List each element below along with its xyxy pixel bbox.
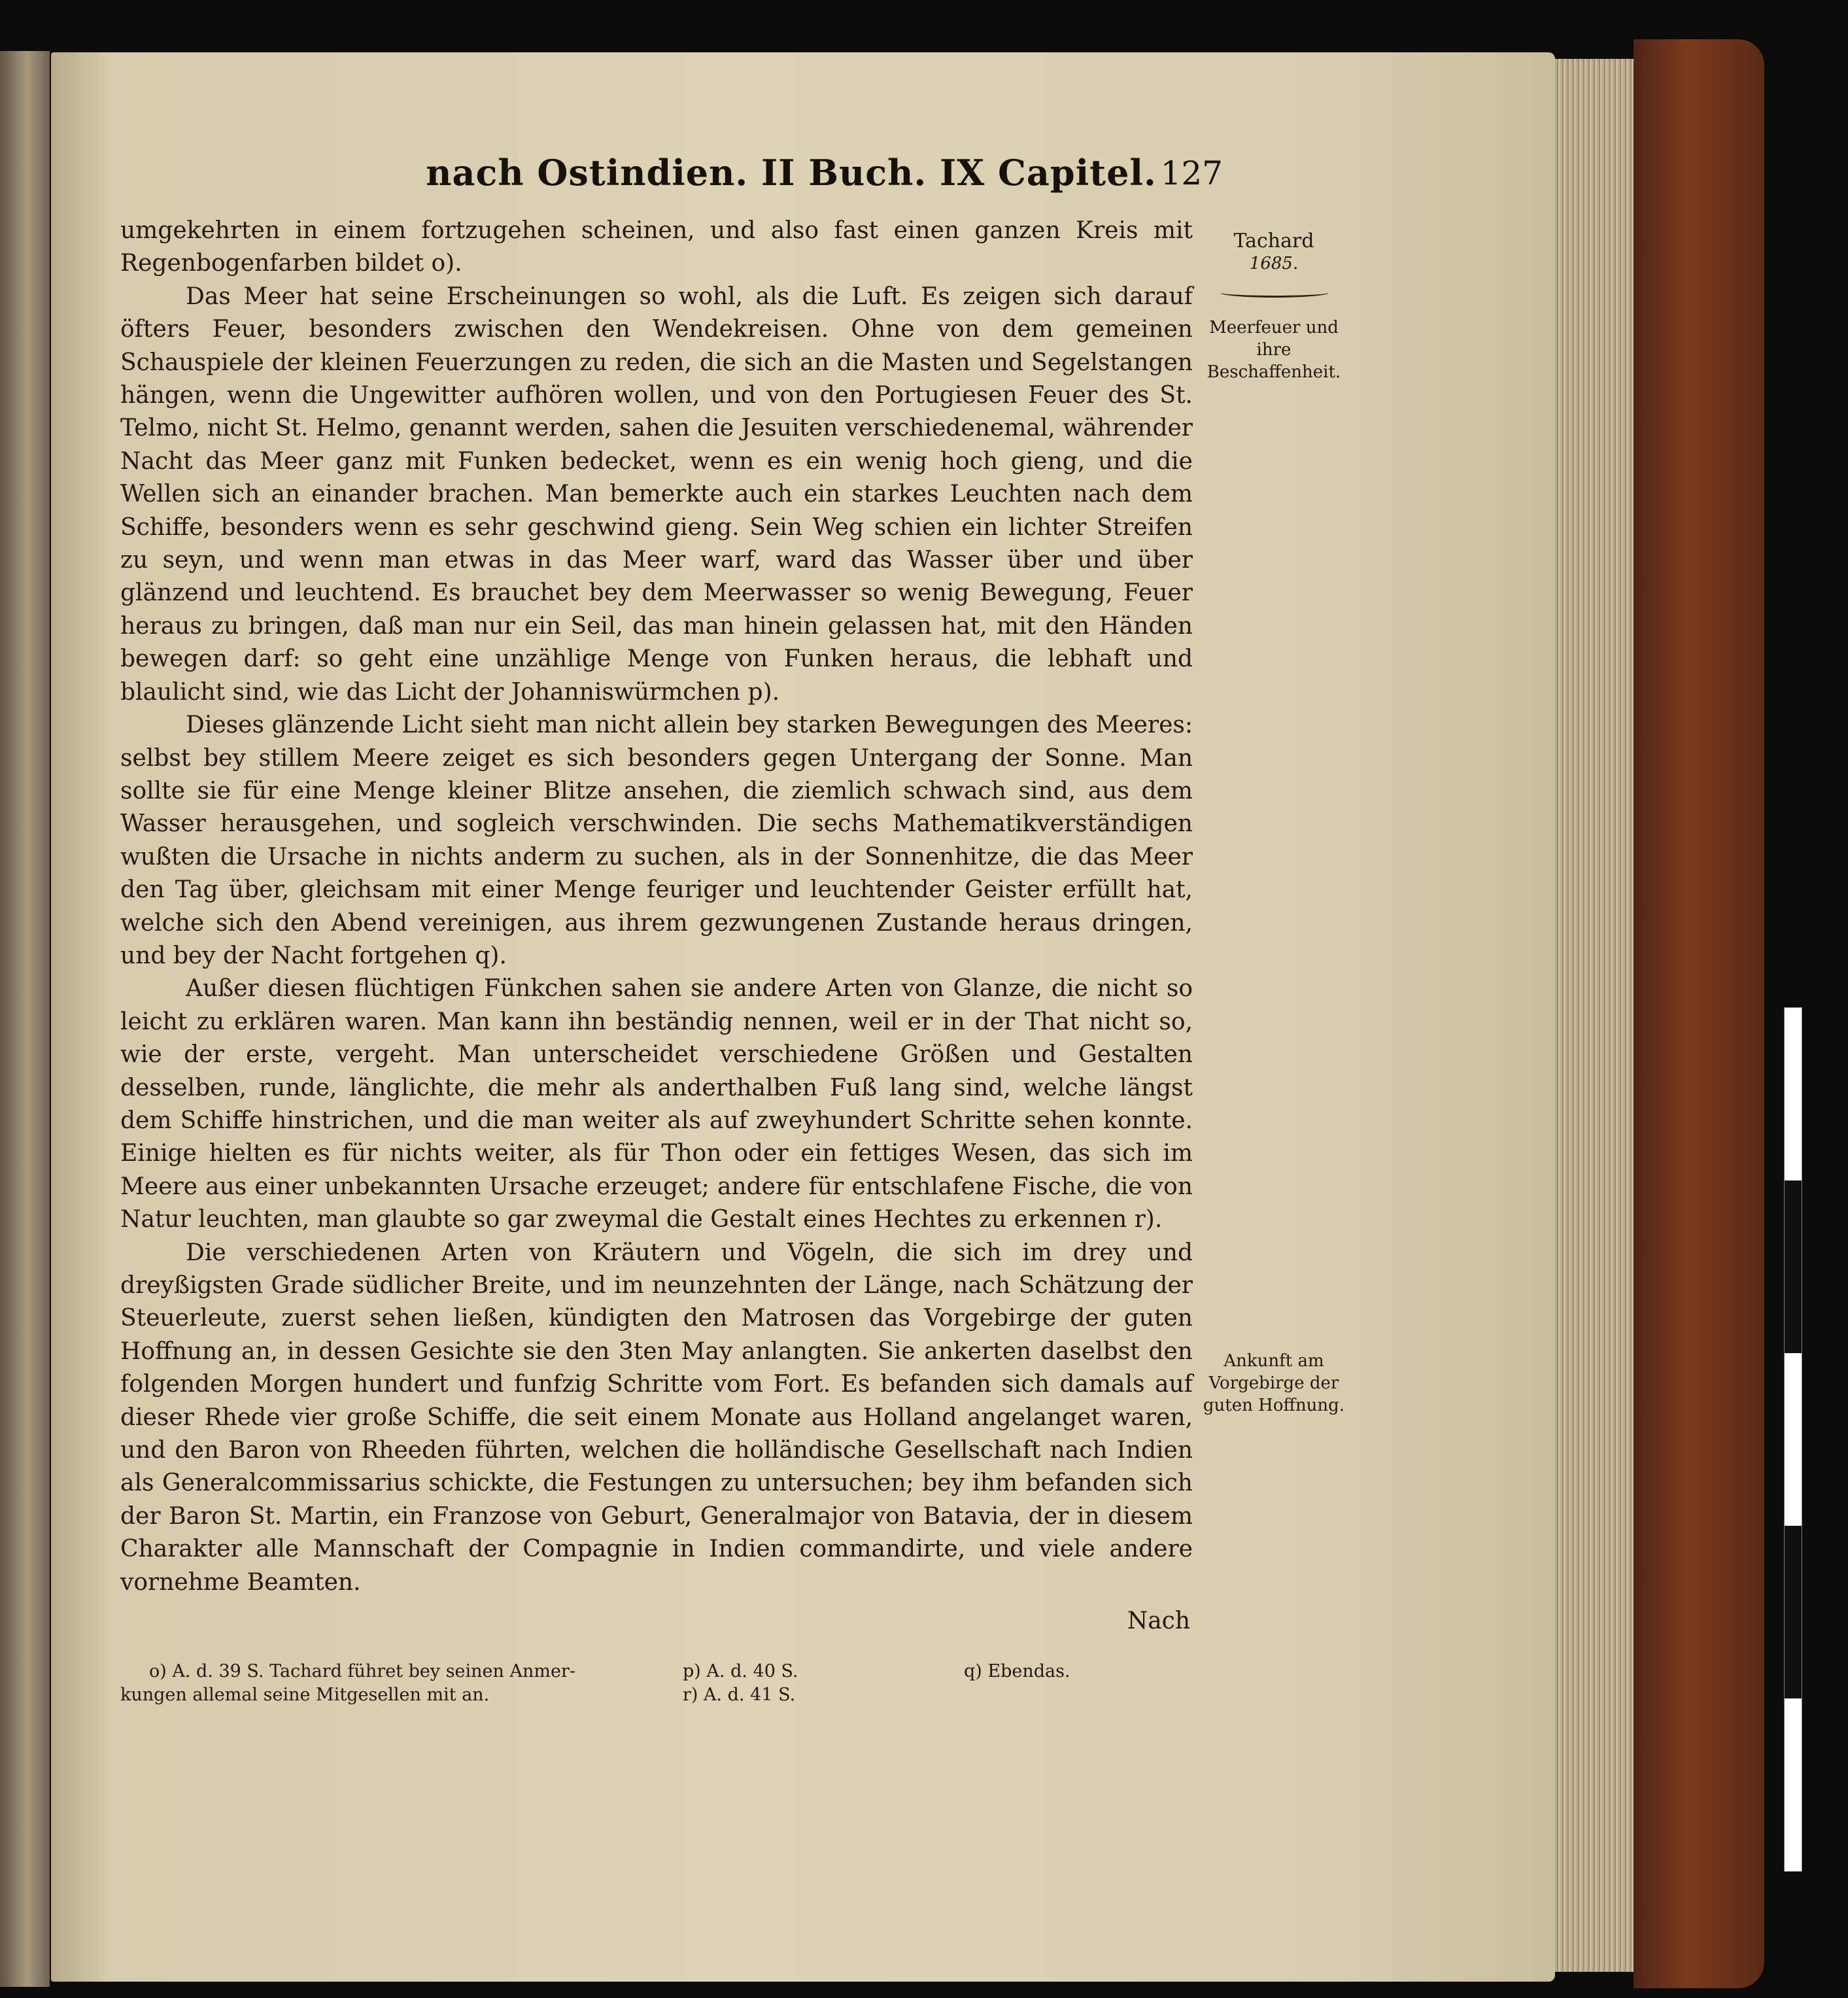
margin-tachard-year: 1685. bbox=[1249, 254, 1299, 273]
paragraph-5: Die verschiedenen Arten von Kräutern und Vögeln, die sich im drey und dreyßigsten Grade südlicher Breite, und im neunzehnten der Länge, nach Schätzung der Steuerleute, zuerst sehen ließen, kündigten den Matrosen das Vorgebirge der guten Hoffnung an, in dessen Gesichte sie den 3ten May anlangten. Sie ankerten daselbst den folgenden Morgen hundert und funfzig Schritte vom Fort. Es befanden sich damals auf dieser Rhede vier große Schiffe, die seit einem Monate aus Holland angelanget waren, und den Baron von Rheeden führten, welchen die holländische Gesellschaft nach Indien als Generalcommissarius schickte, die Festungen zu untersuchen; bey ihm befanden sich der Baron St. Martin, ein Franzose von Geburt, Generalmajor von Batavia, der in diesem Charakter alle Mannschaft der Compagnie in Indien commandirte, und viele andere vornehme Beamten. bbox=[120, 1239, 1193, 1596]
paragraph-4: Außer diesen flüchtigen Fünkchen sahen sie andere Arten von Glanze, die nicht so leicht zu erklären waren. Man kann ihn beständig nennen, weil er in der That nicht so, wie der erste, vergeht. Man unterscheidet verschiedene Größen und Gestalten desselben, runde, länglichte, die mehr als anderthalben Fuß lang sind, welche längst dem Schiffe hinstrichen, und die man weiter als auf zweyhundert Schritte sehen konnte. Einige hielten es für nichts weiter, als für Thon oder ein fettiges Wesen, das sich im Meere aus einer unbekannten Ursache erzeuget; andere für entschlafene Fische, die von Natur leuchten, man glaubte so gar zweymal die Gestalt eines Hechtes zu erkennen r). bbox=[120, 975, 1193, 1233]
page-fore-edge bbox=[1555, 59, 1634, 1972]
margin-note-ankunft: Ankunft am Vorgebirge der guten Hoffnung. bbox=[1203, 1351, 1345, 1415]
left-page-edge bbox=[0, 51, 50, 1987]
body-text bbox=[120, 215, 1193, 1599]
margin-tachard-name: Tachard bbox=[1233, 230, 1314, 252]
book-cover bbox=[1634, 39, 1764, 1988]
footnote-r: r) A. d. 41 S. bbox=[683, 1685, 796, 1705]
margin-note-meerfeuer: Meerfeuer und ihre Beschaffenheit. bbox=[1206, 318, 1341, 382]
footnote-q: q) Ebendas. bbox=[964, 1661, 1070, 1681]
scale-bar bbox=[1784, 1007, 1802, 1872]
footnote-p: p) A. d. 40 S. bbox=[683, 1661, 798, 1681]
footnote-o bbox=[120, 1660, 630, 1707]
footnote-o-line-1: o) A. d. 39 S. Tachard führet bey seinen Anmer- bbox=[149, 1661, 576, 1681]
footnote-o-line-2: kungen allemal seine Mitgesellen mit an. bbox=[120, 1685, 490, 1705]
running-title: nach Ostindien. II Buch. IX Capitel. bbox=[426, 152, 1157, 194]
footnotes bbox=[120, 1660, 1193, 1725]
paragraph-1: umgekehrten in einem fortzugehen scheinen, und also fast einen ganzen Kreis mit Regenbogenfarben bildet o). bbox=[120, 217, 1193, 277]
catchword: Nach bbox=[1127, 1608, 1190, 1634]
page-number: 127 bbox=[1160, 154, 1223, 192]
paragraph-3: Dieses glänzende Licht sieht man nicht allein bey starken Bewegungen des Meeres: selbst bey stillem Meere zeiget es sich besonders gegen Untergang der Sonne. Man sollte sie für eine Menge kleiner Blitze ansehen, die ziemlich schwach sind, aus dem Wasser herausgehen, und sogleich verschwinden. Die sechs Mathematikverständigen wußten die Ursache in nichts anderm zu suchen, als in der Sonnenhitze, die das Meer den Tag über, gleichsam mit einer Menge feuriger und leuchtender Geister erfüllt hat, welche sich den Abend vereinigen, aus ihrem gezwungenen Zustande heraus dringen, und bey der Nacht fortgehen q). bbox=[120, 712, 1193, 969]
margin-note-tachard bbox=[1195, 230, 1352, 275]
paragraph-2: Das Meer hat seine Erscheinungen so wohl, als die Luft. Es zeigen sich darauf öfters Feuer, besonders zwischen den Wendekreisen. Ohne von dem gemeinen Schauspiele der kleinen Feuerzungen zu reden, die sich an die Masten und Segelstangen hängen, wenn die Ungewitter aufhören wollen, und von den Portugiesen Feuer des St. Telmo, nicht St. Helmo, genannt werden, sahen die Jesuiten verschiedenemal, währender Nacht das Meer ganz mit Funken bedecket, wenn es ein wenig hoch gieng, und die Wellen sich an einander brachen. Man bemerkte auch ein starkes Leuchten nach dem Schiffe, besonders wenn es sehr geschwind gieng. Sein Weg schien ein lichter Streifen zu seyn, und wenn man etwas in das Meer warf, ward das Wasser über und über glänzend und leuchtend. Es brauchet bey dem Meerwasser so wenig Bewegung, Feuer heraus zu bringen, daß man nur ein Seil, das man hinein gelassen hat, mit den Händen bewegen darf: so geht eine unzählige Menge von Funken heraus, die lebhaft und blaulicht sind, wie das Licht der Johanniswürmchen p). bbox=[120, 283, 1193, 706]
margin-brace bbox=[1220, 288, 1329, 298]
